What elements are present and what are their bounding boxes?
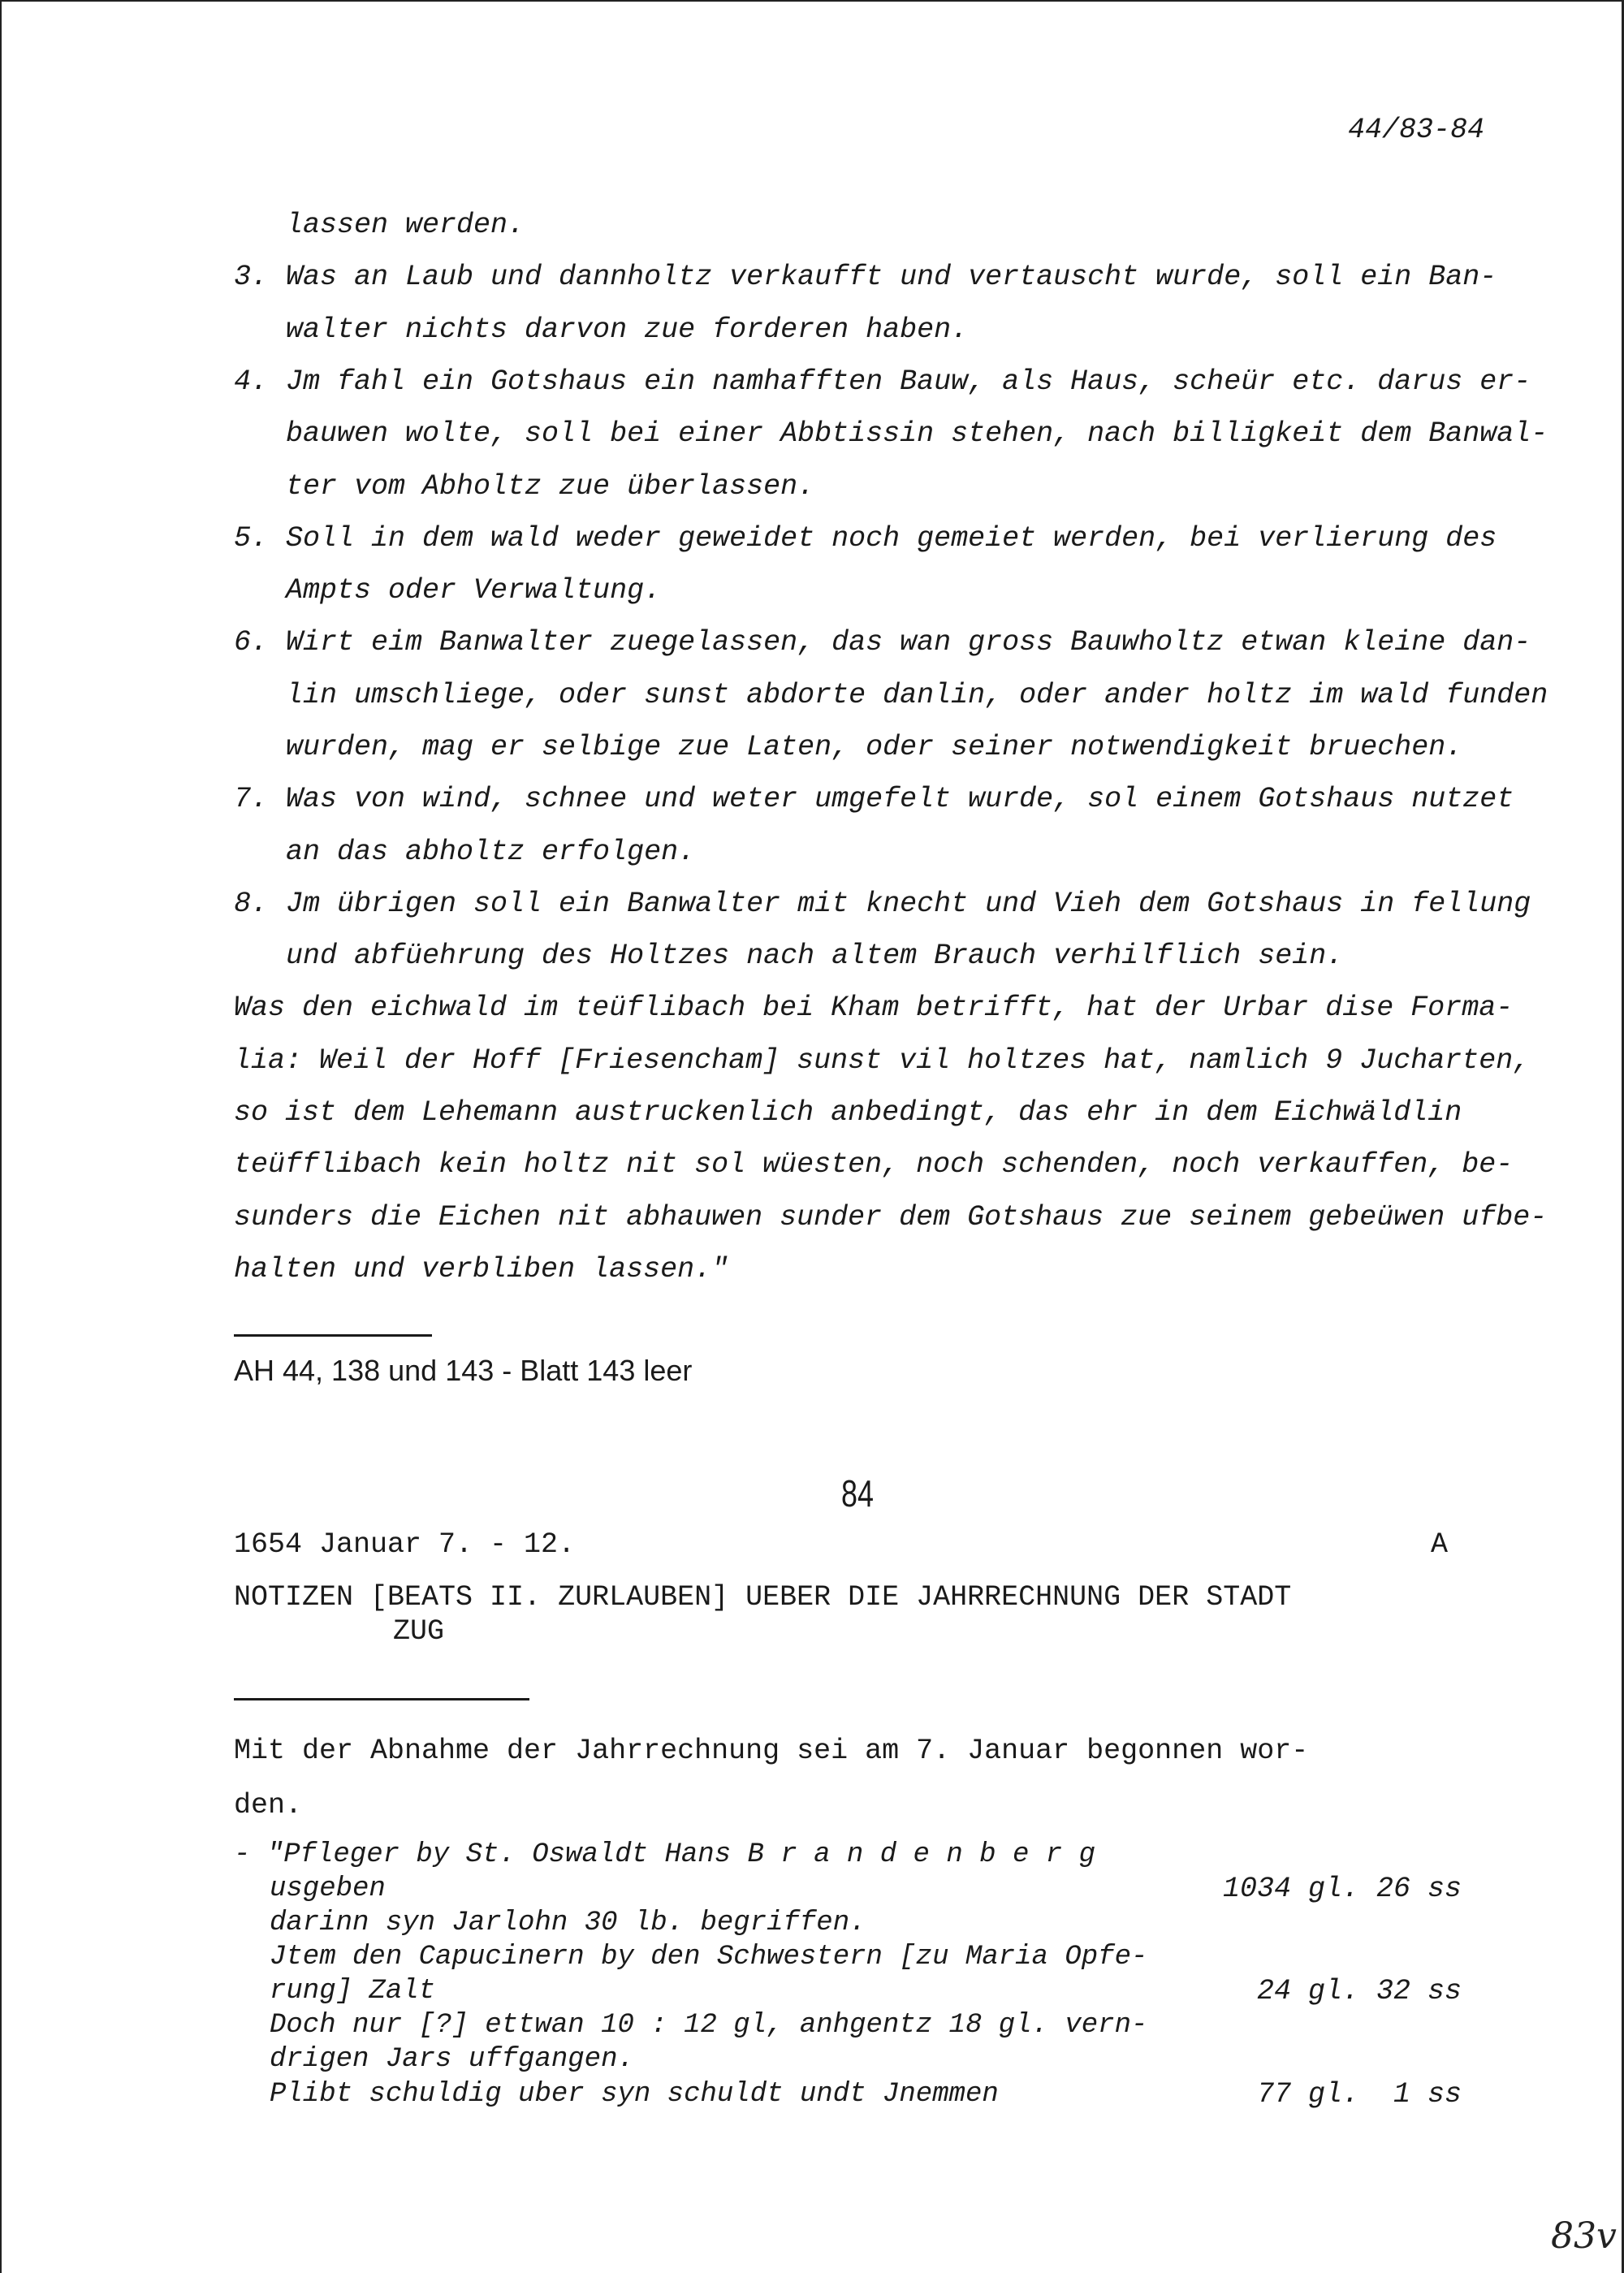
section-rule — [234, 1698, 529, 1700]
item-number: 7. — [234, 783, 269, 815]
text-line: Jm fahl ein Gotshaus ein namhafften Bauw, als Haus, scheür etc. darus er- — [286, 365, 1531, 398]
text-line: walter nichts darvon zue forderen haben. — [286, 313, 969, 346]
text-line: Was an Laub und dannholtz verkaufft und vertauscht wurde, soll ein Ban- — [286, 261, 1497, 293]
item-number: 6. — [234, 626, 269, 659]
text-line: Was von wind, schnee und weter umgefelt wurde, sol einem Gotshaus nutzet — [286, 783, 1514, 815]
document-title: ZUG — [393, 1615, 445, 1648]
text-line: ter vom Abholtz zue überlassen. — [286, 470, 815, 503]
archive-folio-mark: 83v — [1551, 2215, 1617, 2257]
scan-border-top — [0, 0, 1624, 2]
text-line: und abfüehrung des Holtzes nach altem Brauch verhilflich sein. — [286, 940, 1344, 972]
entry-line: Plibt schuldig uber syn schuldt undt Jnemmen — [270, 2079, 999, 2110]
intro-text: Mit der Abnahme der Jahrrechnung sei am 7. Januar begonnen wor- — [234, 1735, 1309, 1767]
text-line: lia: Weil der Hoff [Friesencham] sunst vil holtzes hat, namlich 9 Jucharten, — [234, 1044, 1531, 1077]
text-line: halten und verbliben lassen." — [234, 1253, 729, 1286]
entry-line: Doch nur [?] ettwan 10 : 12 gl, anhgentz 18 gl. vern- — [270, 2010, 1148, 2041]
text-line: Jm übrigen soll ein Banwalter mit knecht und Vieh dem Gotshaus in fellung — [286, 888, 1531, 920]
text-line: lin umschliege, oder sunst abdorte danlin, oder ander holtz im wald funden — [286, 679, 1548, 711]
entry-line: - "Pfleger by St. Oswaldt Hans B r a n d e n b e r g — [234, 1839, 1095, 1870]
document-title: NOTIZEN [BEATS II. ZURLAUBEN] UEBER DIE JAHRRECHNUNG DER STADT — [234, 1581, 1292, 1614]
document-date: 1654 Januar 7. - 12. — [234, 1528, 576, 1561]
entry-line: darinn syn Jarlohn 30 lb. begriffen. — [270, 1908, 866, 1938]
intro-text: den. — [234, 1789, 303, 1821]
entry-line: usgeben — [270, 1873, 386, 1904]
text-line: Ampts oder Verwaltung. — [286, 574, 662, 607]
text-line: Wirt eim Banwalter zuegelassen, das wan gross Bauwholtz etwan kleine dan- — [286, 626, 1531, 659]
entry-line: Jtem den Capucinern by den Schwestern [zu Maria Opfe- — [270, 1942, 1148, 1973]
entry-line: rung] Zalt — [270, 1976, 436, 2007]
footnote: AH 44, 138 und 143 - Blatt 143 leer — [234, 1354, 693, 1387]
text-line: wurden, mag er selbige zue Laten, oder seiner notwendigkeit bruechen. — [286, 731, 1463, 763]
text-line: lassen werden. — [286, 209, 525, 241]
text-line: an das abholtz erfolgen. — [286, 836, 696, 868]
item-number: 4. — [234, 365, 269, 398]
entry-amount: 77 gl. 1 ss — [1256, 2078, 1462, 2111]
item-number: 8. — [234, 888, 269, 920]
footnote-rule — [234, 1334, 432, 1337]
entry-amount: 1034 gl. 26 ss — [1222, 1873, 1462, 1905]
entry-amount: 24 gl. 32 ss — [1256, 1975, 1462, 2007]
text-line: so ist dem Lehemann austruckenlich anbedingt, das ehr in dem Eichwäldlin — [234, 1096, 1462, 1129]
text-line: Soll in dem wald weder geweidet noch gemeiet werden, bei verlierung des — [286, 522, 1497, 555]
text-line: Was den eichwald im teüflibach bei Kham betrifft, hat der Urbar dise Forma- — [234, 992, 1514, 1024]
text-line: teüfflibach kein holtz nit sol wüesten, noch schenden, noch verkauffen, be- — [234, 1148, 1514, 1181]
document-mark: A — [1431, 1528, 1449, 1561]
scan-border-left — [0, 0, 2, 2273]
text-line: bauwen wolte, soll bei einer Abbtissin stehen, nach billigkeit dem Banwal- — [286, 417, 1548, 450]
item-number: 3. — [234, 261, 269, 293]
text-line: sunders die Eichen nit abhauwen sunder dem Gotshaus zue seinem gebeüwen ufbe- — [234, 1201, 1548, 1234]
entry-line: drigen Jars uffgangen. — [270, 2044, 634, 2075]
item-number: 5. — [234, 522, 269, 555]
page-reference: 44/83-84 — [1348, 114, 1485, 146]
document-number: 84 — [841, 1472, 874, 1515]
